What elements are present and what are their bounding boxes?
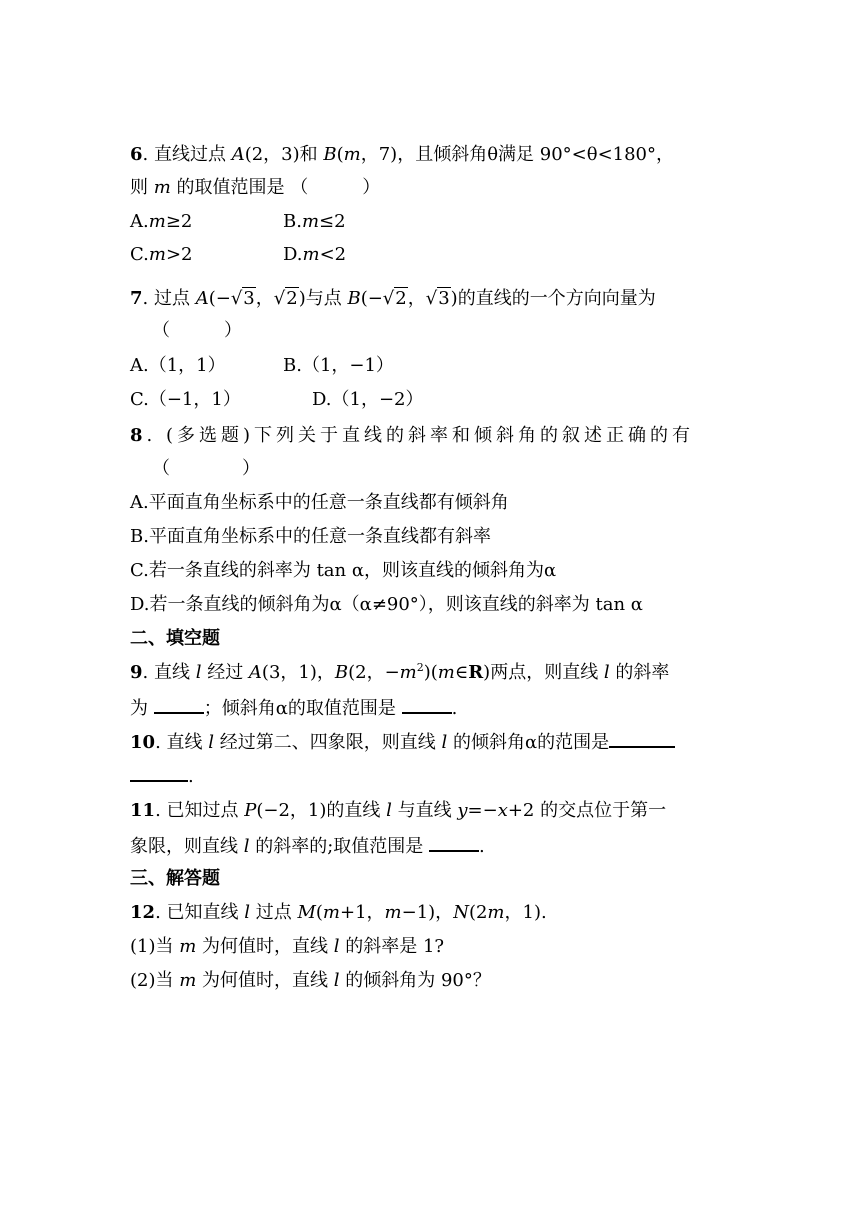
q6-coord-b-open: ( (336, 144, 344, 165)
q12-var-m3: m (487, 902, 505, 923)
q6-option-c-var: m (148, 244, 166, 265)
q10-blank-part1[interactable] (609, 728, 675, 748)
q7-number: 7 (130, 288, 143, 309)
q6-text: . 直线过点 (142, 144, 232, 165)
q6-coord-a: (2，3)和 (244, 144, 324, 165)
q12-p2-c: 的倾斜角为 90°？ (339, 970, 491, 991)
q9-point-b: B (334, 662, 349, 683)
q6-option-c-rel: >2 (165, 244, 193, 265)
q12-part2 (130, 968, 491, 994)
q9-var-m: m (399, 662, 417, 683)
q7-text-b: 与点 (305, 288, 348, 309)
q6-option-a-label: A. (130, 211, 149, 232)
q12-t1: . 已知直线 (155, 902, 245, 923)
q7-text-a: . 过点 (142, 288, 196, 309)
q9-line2-b: ；倾斜角α的取值范围是 (203, 698, 402, 719)
q10-blank-part2[interactable] (130, 762, 188, 782)
q11-slope-range-blank[interactable] (429, 832, 479, 852)
q6-number: 6 (130, 144, 143, 165)
q6-option-b-rel: ≤2 (319, 211, 346, 232)
q9-t5: )( (423, 662, 438, 683)
q12-p2-b: 为何值时，直线 (196, 970, 334, 991)
q12-line1 (130, 900, 547, 926)
q6-option-d (283, 242, 346, 268)
q12-p1-b: 为何值时，直线 (196, 936, 334, 957)
q11-var-x: x (497, 800, 508, 821)
q7-text-c: 的直线的一个方向向量为 (457, 288, 656, 309)
sqrt-2b: √2 (382, 288, 407, 309)
q12-t3: ( (315, 902, 323, 923)
q6-option-d-label: D. (283, 244, 303, 265)
q8-option-d: D.若一条直线的倾斜角为α（α≠90°），则该直线的斜率为 tan α (130, 594, 643, 615)
q9-t7: )两点，则直线 (483, 662, 604, 683)
q10-t2: 经过第二、四象限，则直线 (214, 732, 442, 753)
q6-option-b-label: B. (283, 211, 302, 232)
q6-option-b (283, 209, 346, 235)
q12-t6: (2 (468, 902, 488, 923)
q10-line1 (130, 728, 675, 754)
q6-option-d-rel: <2 (319, 244, 347, 265)
q9-t8: 的斜率 (609, 662, 670, 683)
q9-t6: ∈ (454, 662, 469, 683)
q12-t4: +1， (340, 902, 385, 923)
q6-option-b-var: m (301, 211, 320, 232)
q8-line1 (130, 423, 694, 449)
q11-line1 (130, 798, 666, 824)
q7-close1: ) (298, 288, 306, 309)
section-fill-in-heading: 二、填空题 (130, 628, 220, 649)
q12-point-n: N (453, 902, 469, 923)
q7-option-b: B.（1，−1） (283, 355, 394, 376)
q12-p2-l: l (333, 970, 340, 991)
q8-text: . (多选题)下列关于直线的斜率和倾斜角的叙述正确的有 (146, 425, 695, 446)
q9-line1 (130, 660, 669, 686)
q9-exponent: 2 (416, 661, 424, 674)
q6-line2-a: 则 (130, 177, 154, 198)
q11-t4: =− (467, 800, 498, 821)
q12-p2-a: (2)当 (130, 970, 180, 991)
q7-open2: (− (360, 288, 383, 309)
q12-point-m: M (297, 902, 316, 923)
q6-coord-b-rest: ，7)，且倾斜角θ满足 90°<θ<180°， (360, 144, 675, 165)
q6-answer-paren: 的取值范围是 （ ） (170, 177, 381, 198)
q12-part1 (130, 934, 444, 960)
q9-line2-a: 为 (130, 698, 154, 719)
q9-line2 (130, 694, 457, 720)
q12-var-m2: m (384, 902, 402, 923)
q11-var-y: y (457, 800, 468, 821)
q12-var-l: l (244, 902, 250, 923)
q9-reals: R (468, 662, 484, 683)
q12-p1-l: l (333, 936, 340, 957)
q11-t1: . 已知过点 (155, 800, 245, 821)
sqrt-2: √2 (273, 288, 298, 309)
q7-line1 (130, 284, 656, 314)
q6-option-a (130, 209, 192, 235)
q11-t2: (−2，1)的直线 (256, 800, 387, 821)
q9-line2-c: . (451, 698, 458, 719)
q9-t1: . 直线 (142, 662, 196, 683)
sqrt-3b: √3 (425, 288, 450, 309)
q9-number: 9 (130, 662, 143, 683)
q12-t5: −1)， (401, 902, 454, 923)
q6-var-m2: m (153, 177, 171, 198)
q11-line2-c: . (479, 836, 485, 857)
q11-t3: 与直线 (391, 800, 458, 821)
q9-t4: (2，− (348, 662, 400, 683)
q10-t3: 的倾斜角α的范围是 (447, 732, 610, 753)
q12-p1-c: 的斜率是 1? (339, 936, 445, 957)
q9-var-l: l (195, 662, 202, 683)
q6-point-a: A (231, 144, 245, 165)
q10-number: 10 (130, 732, 156, 753)
q10-end: . (188, 766, 194, 787)
q12-p1-m: m (179, 936, 197, 957)
q7-option-a: A.（1，1） (130, 355, 226, 376)
q12-number: 12 (130, 902, 156, 923)
q8-option-b: B.平面直角坐标系中的任意一条直线都有斜率 (130, 526, 491, 547)
q11-t5: +2 的交点位于第一 (507, 800, 667, 821)
q9-var-l2: l (603, 662, 610, 683)
q6-option-a-rel: ≥2 (165, 211, 193, 232)
q7-answer-paren: （ ） (152, 320, 242, 341)
q8-answer-paren: （ ） (152, 458, 260, 479)
q7-point-b: B (347, 288, 361, 309)
q12-t7: ，1). (504, 902, 547, 923)
q12-p1-a: (1)当 (130, 936, 180, 957)
q6-var-m: m (343, 144, 361, 165)
q8-number: 8 (130, 425, 147, 446)
q12-t2: 过点 (250, 902, 298, 923)
q9-point-a: A (248, 662, 262, 683)
q11-number: 11 (130, 800, 156, 821)
q11-var-l2: l (243, 836, 250, 857)
q7-option-d: D.（1，−2） (312, 389, 424, 410)
q9-t3: (3，1)， (261, 662, 335, 683)
q6-option-c-label: C. (130, 244, 149, 265)
q9-slope-blank[interactable] (154, 694, 204, 714)
q7-close2: ) (450, 288, 458, 309)
q11-var-l: l (386, 800, 392, 821)
q8-option-a: A.平面直角坐标系中的任意一条直线都有倾斜角 (130, 492, 509, 513)
q12-p2-m: m (179, 970, 197, 991)
q7-sep1: ， (255, 288, 274, 309)
q6-line2 (130, 175, 380, 201)
q9-angle-blank[interactable] (402, 694, 452, 714)
q11-line2-a: 象限，则直线 (130, 836, 244, 857)
q9-var-m2: m (437, 662, 455, 683)
q12-var-m1: m (322, 902, 340, 923)
q7-point-a: A (195, 288, 209, 309)
q11-point-p: P (244, 800, 257, 821)
q6-line1 (130, 142, 674, 168)
section-answer-heading: 三、解答题 (130, 868, 220, 889)
q7-sep2: ， (407, 288, 426, 309)
q7-open1: (− (208, 288, 231, 309)
q6-option-c (130, 242, 192, 268)
q6-option-d-var: m (302, 244, 320, 265)
q6-point-b: B (323, 144, 337, 165)
q10-t1: . 直线 (155, 732, 209, 753)
q10-line2 (130, 762, 194, 788)
q6-option-a-var: m (148, 211, 166, 232)
sqrt-3: √3 (230, 288, 255, 309)
q7-option-c: C.（−1，1） (130, 389, 241, 410)
q11-line2 (130, 832, 485, 858)
q11-line2-b: 的斜率的;取值范围是 (249, 836, 430, 857)
q10-var-l: l (208, 732, 214, 753)
q9-t2: 经过 (201, 662, 249, 683)
q10-var-l2: l (441, 732, 448, 753)
q8-option-c: C.若一条直线的斜率为 tan α，则该直线的倾斜角为α (130, 560, 557, 581)
